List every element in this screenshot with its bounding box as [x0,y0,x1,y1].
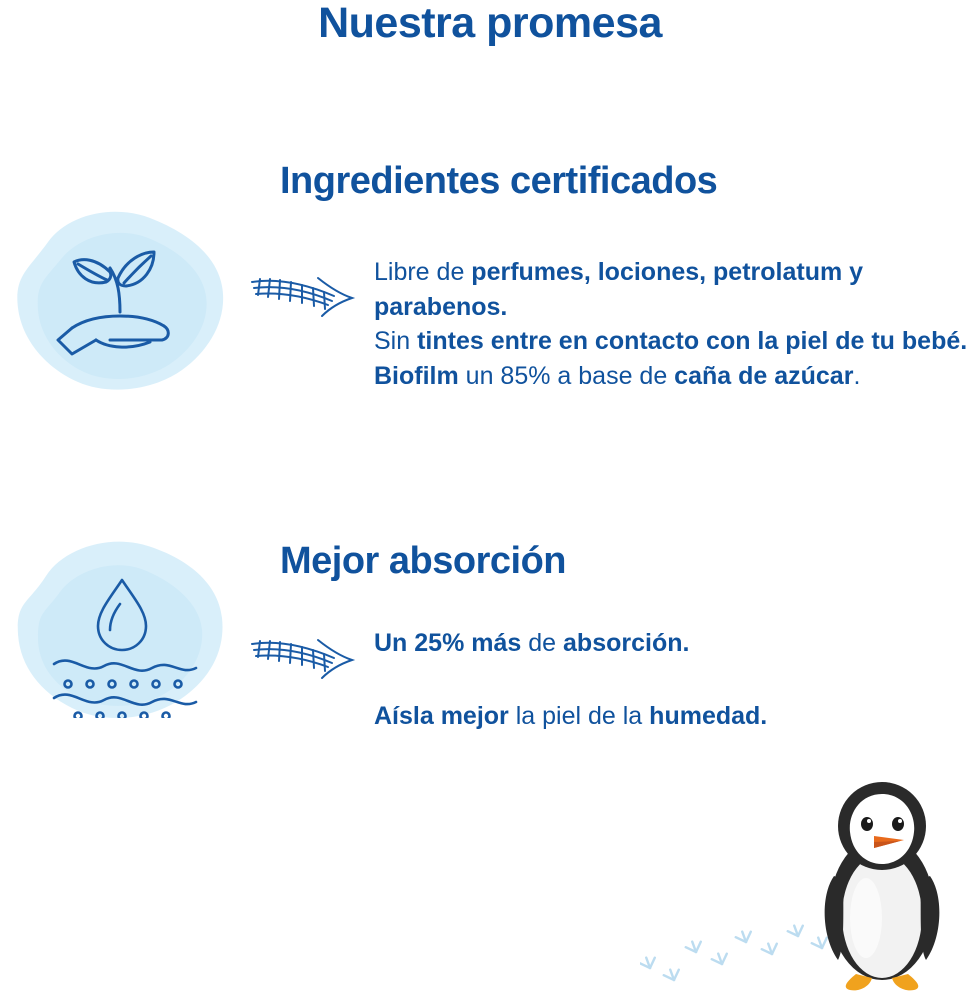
text-bold: perfumes, lociones, petrolatum y parabenos. [374,258,864,321]
ingredientes-line-1 [374,255,974,324]
sketch-arrow-icon [248,268,358,320]
penguin-mascot [812,768,962,998]
section-heading-absorcion: Mejor absorción [280,540,566,582]
text-plain: Sin [374,327,418,355]
absorcion-line-2 [374,699,974,734]
penguin-footprints [640,922,840,992]
text-bold: humedad. [649,701,768,730]
absorcion-icon-group [10,530,230,740]
text-plain: Libre de [374,258,472,286]
text-plain: la piel de la [515,701,650,730]
text-bold: caña de azúcar [674,361,854,390]
section-heading-ingredientes: Ingredientes certificados [280,160,718,202]
text-bold: Aísla mejor [374,701,516,730]
text-bold: absorción. [563,629,690,657]
ingredientes-icon-group [10,200,230,410]
text-bold: Biofilm [374,361,466,390]
ingredientes-body [374,255,974,393]
page-title: Nuestra promesa [318,0,662,47]
hand-with-leaves-icon [38,228,202,378]
water-drop-absorption-icon [38,558,208,718]
text-plain: un 85% a base de [465,361,675,390]
absorcion-body [374,626,974,733]
text-bold: tintes entre en contacto con la piel de tu bebé. [417,327,968,355]
sketch-arrow-icon [248,630,358,682]
absorcion-line-1 [374,626,974,661]
text-bold: Un 25% más [374,629,529,657]
ingredientes-line-3 [374,359,974,394]
text-plain: . [853,361,861,390]
text-plain: de [528,629,564,657]
ingredientes-line-2 [374,324,974,359]
